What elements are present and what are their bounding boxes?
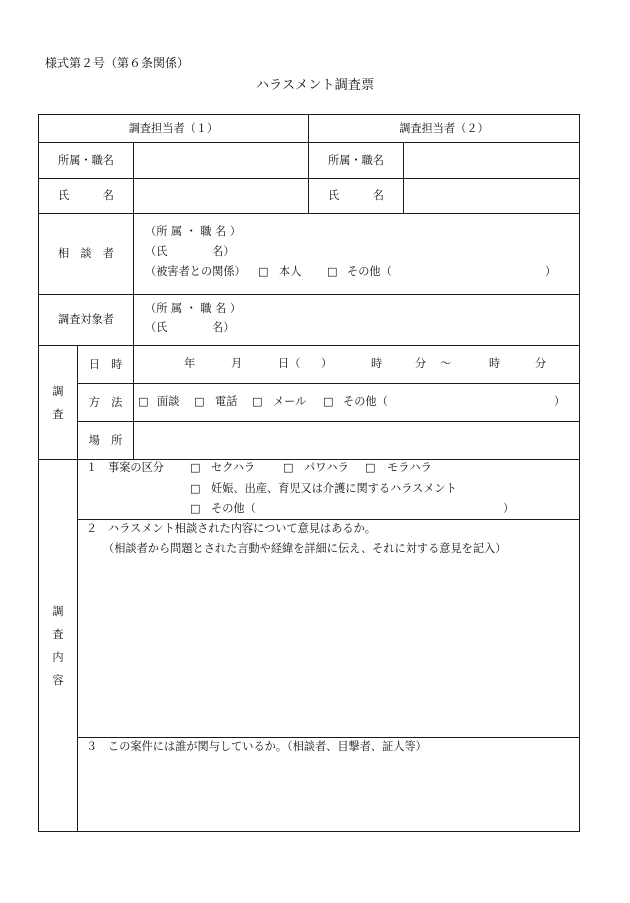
investigator-2-header [308, 114, 580, 143]
method-field [133, 383, 580, 422]
relation-other-close: ） [545, 265, 557, 278]
investigator-2-affiliation-label-cell [308, 142, 404, 179]
end-minute-unit: 分 [535, 357, 547, 370]
method-interview-checkbox: □ [138, 395, 149, 408]
month-unit: 月 [231, 357, 243, 370]
investigator-2-affiliation-field [403, 142, 580, 179]
form-title: ハラスメント調査票 [255, 78, 375, 93]
start-minute-unit: 分 [415, 357, 427, 370]
consultant-relation-field: （被害者との関係） [145, 265, 246, 278]
q3-number: ３ [86, 740, 98, 753]
subject-label-cell [38, 294, 134, 346]
q2-number: ２ [86, 522, 98, 535]
method-phone-checkbox: □ [194, 395, 205, 408]
relation-self-label: 本人 [279, 265, 302, 278]
datetime-field [133, 345, 580, 384]
power-harassment-label: パワハラ [304, 461, 349, 474]
subject-label: 調査対象者 [58, 313, 114, 326]
day-unit: 日（ [278, 357, 301, 370]
place-label-cell [77, 421, 134, 460]
method-other-checkbox: □ [323, 395, 334, 408]
method-other-close: ） [554, 395, 566, 408]
category-other-close: ） [503, 502, 515, 515]
details-group-label: 調査内容 [52, 604, 64, 687]
weekday-close: ） [321, 357, 333, 370]
details-group-label-cell [38, 459, 78, 832]
investigation-group-label-cell [38, 345, 78, 460]
q2-note: （相談者から問題とされた言動や経緯を詳細に伝え、それに対する意見を記入） [103, 542, 507, 555]
subject-details [133, 294, 580, 346]
time-range-separator: ～ [440, 357, 452, 370]
moral-harassment-checkbox: □ [365, 461, 376, 474]
method-label-cell [77, 383, 134, 422]
investigator-2-header-label: 調査担当者（２） [399, 121, 489, 135]
investigation-group-label: 調査 [52, 384, 64, 421]
consultant-details [133, 213, 580, 295]
investigator-1-affiliation-label-cell [38, 142, 134, 179]
method-other-label: その他（ [343, 395, 388, 408]
consultant-label-cell [38, 213, 134, 295]
method-phone-label: 電話 [215, 395, 238, 408]
q1-title: 事案の区分 [108, 461, 164, 474]
consultant-affiliation-field: （所 属 ・ 職 名 ） [145, 225, 242, 238]
method-email-label: メール [273, 395, 307, 408]
form-number: 様式第２号（第６条関係） [45, 56, 190, 70]
maternity-harassment-label: 妊娠、出産、育児又は介護に関するハラスメント [211, 482, 457, 495]
investigator-1-name-label-cell [38, 178, 134, 214]
investigator-2-name-label-cell [308, 178, 404, 214]
investigator-1-name-label: 氏 名 [58, 189, 114, 202]
investigator-1-header [38, 114, 309, 143]
subject-name-field: （氏 名） [145, 321, 235, 334]
method-interview-label: 面談 [157, 395, 180, 408]
method-email-checkbox: □ [252, 395, 263, 408]
q2-title: ハラスメント相談された内容について意見はあるか。 [108, 522, 376, 535]
investigator-2-name-label: 氏 名 [328, 189, 384, 202]
power-harassment-checkbox: □ [283, 461, 294, 474]
consultant-label: 相 談 者 [58, 247, 114, 260]
datetime-label: 日 時 [88, 357, 123, 371]
investigator-1-affiliation-label: 所属・職名 [58, 153, 114, 167]
q3-title: この案件には誰が関与しているか。（相談者、目撃者、証人等） [108, 740, 427, 753]
opinion-section [77, 519, 580, 738]
investigator-2-affiliation-label: 所属・職名 [328, 153, 384, 167]
year-unit: 年 [184, 357, 196, 370]
involved-parties-section [77, 737, 580, 832]
category-other-label: その他（ [211, 502, 256, 515]
sexual-harassment-checkbox: □ [190, 461, 201, 474]
relation-self-checkbox: □ [258, 265, 269, 278]
investigator-1-header-label: 調査担当者（１） [128, 121, 219, 135]
place-label: 場 所 [88, 433, 123, 447]
q1-number: １ [86, 461, 98, 474]
sexual-harassment-label: セクハラ [211, 461, 256, 474]
moral-harassment-label: モラハラ [387, 461, 432, 474]
method-label: 方 法 [88, 395, 123, 409]
end-hour-unit: 時 [489, 357, 501, 370]
consultant-name-field: （氏 名） [145, 245, 235, 258]
maternity-harassment-checkbox: □ [190, 482, 201, 495]
start-hour-unit: 時 [371, 357, 383, 370]
investigator-1-name-field [133, 178, 309, 214]
category-other-checkbox: □ [190, 502, 201, 515]
investigator-2-name-field [403, 178, 580, 214]
relation-other-checkbox: □ [327, 265, 338, 278]
subject-affiliation-field: （所 属 ・ 職 名 ） [145, 302, 242, 315]
investigator-1-affiliation-field [133, 142, 309, 179]
case-category-section [77, 459, 580, 520]
relation-other-label: その他（ [347, 265, 392, 278]
datetime-label-cell [77, 345, 134, 384]
place-field [133, 421, 580, 460]
